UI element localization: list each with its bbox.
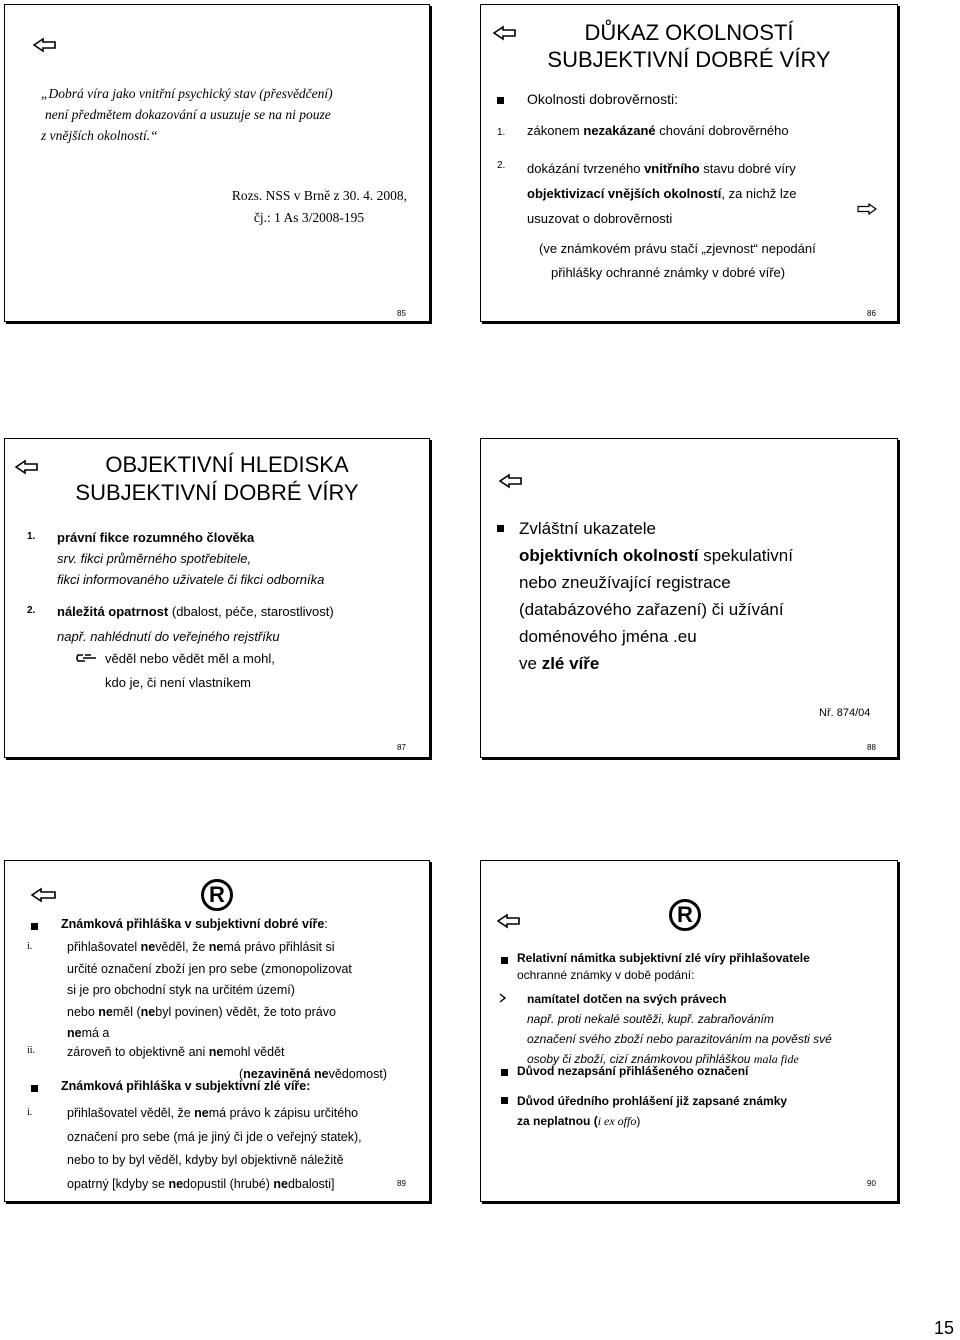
registered-mark-icon: R	[201, 879, 233, 911]
slide-88	[480, 438, 898, 758]
text-bold: ne	[533, 1114, 548, 1128]
point-4	[517, 1091, 787, 1131]
bullet-icon	[31, 1085, 38, 1092]
text-bold: platnou (	[547, 1114, 598, 1128]
line: ochranné známky v době podání:	[517, 968, 695, 982]
text-bold: za	[517, 1114, 534, 1128]
line: nebo zneužívající registrace	[519, 573, 731, 592]
bullet-icon	[501, 1069, 508, 1076]
text-bold: ne	[140, 940, 156, 954]
item-number: 1.	[497, 127, 506, 138]
text: např	[57, 629, 84, 644]
line: Důvod úředního prohlášení již zapsané známky	[517, 1094, 788, 1108]
page-number: 85	[397, 309, 406, 318]
item-number: 2.	[497, 160, 506, 171]
text: )	[636, 1114, 641, 1128]
item-number: i.	[27, 941, 33, 952]
text: dokázání tvrzeného	[527, 161, 645, 176]
text: např	[527, 1012, 552, 1026]
line	[67, 937, 352, 959]
text: má právo k zápisu určitého	[208, 1106, 359, 1120]
text: mohl vědět	[223, 1045, 285, 1059]
bullet-icon	[501, 1097, 508, 1104]
good-faith-i	[67, 937, 352, 1045]
text: zároveň to objektivně ani	[67, 1045, 209, 1059]
text: zákonem	[527, 123, 584, 138]
title-line: SUBJEKTIVNÍ DOBRÉ VÍRY	[547, 47, 831, 72]
right-arrow-icon	[857, 203, 877, 215]
text: opatrný [kdyby se	[67, 1176, 169, 1191]
text: spekulativní	[698, 546, 793, 565]
line: (databázového zařazení) či užívání	[519, 600, 784, 619]
line: doménového jména .eu	[519, 627, 697, 646]
heading-bad-faith	[61, 1079, 310, 1093]
text: (	[239, 1067, 244, 1081]
page-number: 86	[867, 309, 876, 318]
line: usuzovat o dobrověrnosti	[527, 211, 673, 226]
note	[539, 237, 816, 285]
citation-line: Rozs. NSS v Brně z 30. 4. 2008,	[231, 188, 407, 203]
line: označení svého zboží nebo parazitováním na pověsti své	[527, 1032, 832, 1046]
text: , za nichž lze	[721, 186, 797, 201]
line	[519, 650, 793, 677]
line	[527, 1009, 832, 1029]
text-bold: objektivních okolností	[519, 546, 699, 565]
point-2	[527, 989, 832, 1069]
text-bold: ne	[140, 1004, 156, 1019]
text: přihlašovatel věděl, že	[67, 1106, 195, 1120]
slide-86	[480, 4, 898, 322]
bullet-icon	[497, 525, 504, 532]
text: dbalosti]	[287, 1176, 335, 1191]
line	[519, 542, 793, 569]
left-arrow-icon	[33, 37, 57, 53]
chevron-right-icon	[499, 993, 507, 1003]
citation-line: čj.: 1 As 3/2008-195	[253, 210, 365, 225]
slide-title	[481, 19, 897, 73]
line: si je pro obchodní styk na určitém území)	[67, 983, 295, 997]
text: měl (	[112, 1004, 141, 1019]
bullet-icon	[501, 957, 508, 964]
citation	[232, 185, 407, 229]
line	[57, 599, 334, 624]
item-2	[57, 599, 334, 649]
quote-line: není předmětem dokazování a usuzuje se na ni pouze	[45, 107, 331, 122]
line: kdo je, či není vlastníkem	[105, 675, 251, 690]
reference: Nř. 874/04	[819, 707, 871, 719]
text-bold: ne	[194, 1106, 209, 1120]
line: věděl nebo vědět měl a mohl,	[105, 651, 275, 666]
line: Zvláštní ukazatele	[519, 519, 657, 538]
line	[527, 181, 797, 206]
note-line: (ve známkovém právu stačí „zjevnost“ nepodání	[539, 241, 816, 256]
text: chování dobrověrného	[655, 123, 789, 138]
text-bold: objektivizací vnějších okolností	[527, 186, 722, 201]
bullet-icon	[31, 923, 38, 930]
item-number: ii.	[27, 1045, 36, 1056]
page-number: 88	[867, 743, 876, 752]
line: označení pro sebe (má je jiný či jde o veřejný statek),	[67, 1129, 362, 1144]
text: (dbalost, péče, starostlivost)	[168, 604, 334, 619]
text: i ex offo	[597, 1114, 637, 1128]
left-arrow-icon	[31, 887, 57, 903]
title-line: DŮKAZ OKOLNOSTÍ	[584, 20, 794, 45]
line: namítatel dotčen na svých právech	[527, 992, 727, 1006]
pointing-hand-icon	[75, 653, 97, 663]
line	[67, 1041, 387, 1063]
page-number: 87	[397, 743, 406, 752]
text: má právo přihlásit si	[223, 940, 335, 954]
text: vědomost)	[328, 1067, 387, 1081]
line	[57, 624, 334, 649]
line: Relativní námitka subjektivní zlé víry přihlašovatele	[517, 951, 810, 965]
text: byl povinen) vědět, že toto právo	[155, 1004, 336, 1019]
text: Známková přihláška v subjektivní	[61, 917, 264, 931]
item-1	[527, 123, 789, 138]
line: nebo to by byl věděl, kdyby byl objektivně náležitě	[67, 1153, 344, 1167]
line	[67, 1102, 362, 1126]
page-number: 90	[867, 1179, 876, 1188]
sheet-page-number: 15	[934, 1318, 955, 1338]
line	[67, 1002, 352, 1024]
bullet-text: Okolnosti dobrověrnosti:	[527, 91, 678, 107]
note-line: přihlášky ochranné známky v dobré víře)	[551, 265, 786, 280]
item-number: i.	[27, 1107, 33, 1118]
text-bold: ne	[273, 1176, 288, 1191]
text: . nahlédnutí do veřejného rejstříku	[83, 629, 280, 644]
item-heading: právní fikce rozumného člověka	[57, 530, 255, 545]
text: stavu dobré víry	[699, 161, 796, 176]
text: Známková přihláška v subjektivní zlé víře:	[61, 1079, 311, 1093]
text-bold: ne	[208, 1045, 224, 1059]
text: věděl, že	[155, 940, 209, 954]
quote	[41, 83, 333, 146]
item-number: 2.	[27, 605, 36, 616]
title-line: SUBJEKTIVNÍ DOBRÉ VÍRY	[75, 480, 359, 505]
text-bold: ne	[67, 1026, 82, 1040]
text: dobré víře	[263, 917, 325, 931]
text: . proti nekalé soutěži, kupř. zabraňováním	[551, 1012, 774, 1026]
bad-faith-i	[67, 1102, 362, 1196]
text: dopustil (hrubé)	[183, 1176, 274, 1191]
line	[527, 156, 797, 181]
slide-title	[5, 451, 429, 507]
left-arrow-icon	[497, 913, 521, 929]
text-bold: zlé víře	[541, 654, 600, 673]
registered-mark-icon: R	[669, 899, 701, 931]
text: ve	[519, 654, 542, 673]
text: má a	[81, 1026, 110, 1040]
text-bold: ne	[98, 1004, 113, 1019]
slide-87	[4, 438, 430, 758]
page-number: 89	[397, 1179, 406, 1188]
title-line: OBJEKTIVNÍ HLEDISKA	[105, 452, 349, 477]
slide-89	[4, 860, 430, 1202]
left-arrow-icon	[499, 473, 523, 489]
line: fikci informovaného uživatele či fikci odborníka	[57, 572, 325, 587]
item-number: 1.	[27, 531, 36, 542]
text-bold: vnitřního	[644, 161, 700, 176]
text-bold: náležitá opatrnost	[57, 604, 169, 619]
item-2	[527, 156, 797, 231]
point-1	[517, 950, 810, 984]
quote-line: z vnějších okolností.“	[41, 128, 158, 143]
line: určité označení zboží jen pro sebe (zmonopolizovat	[67, 961, 352, 976]
text-bold: ne	[168, 1176, 184, 1191]
text: osoby či zboží, cizí známkovou přihláškou	[527, 1052, 754, 1066]
text: nebo	[67, 1004, 99, 1019]
slide-85	[4, 4, 430, 322]
point-3: Důvod nezapsání přihlášeného označení	[517, 1064, 749, 1078]
body	[519, 515, 793, 677]
line: srv. fikci průměrného spotřebitele,	[57, 551, 252, 566]
text-bold: nezaviněná ne	[243, 1067, 329, 1081]
line	[67, 1173, 362, 1197]
text: :	[324, 917, 328, 931]
bullet-icon	[497, 97, 504, 104]
slide-90	[480, 860, 898, 1202]
line	[517, 1111, 787, 1131]
heading-good-faith	[61, 917, 328, 931]
item-1	[57, 527, 324, 590]
text: přihlašovatel	[67, 940, 141, 954]
text-bold: nezakázané	[583, 123, 656, 138]
text-bold: ne	[208, 940, 224, 954]
item-2-detail	[105, 647, 275, 695]
quote-line: „Dobrá víra jako vnitřní psychický stav (přesvědčení)	[41, 86, 333, 101]
text: mala fide	[753, 1052, 799, 1066]
